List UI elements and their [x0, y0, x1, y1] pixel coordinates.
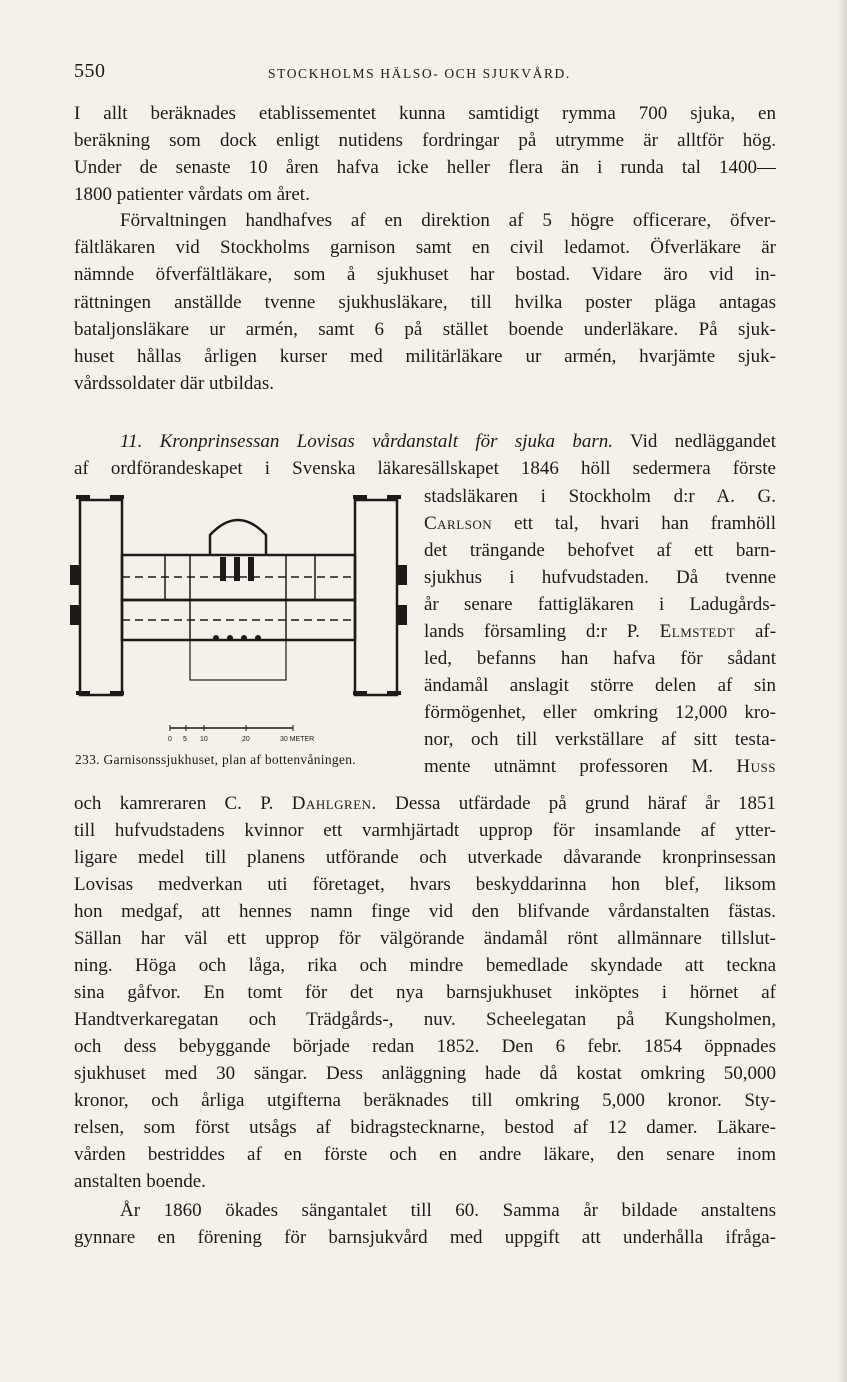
body-line: vården bestriddes af en förste och en andre läkare, den senare inom [74, 1144, 776, 1165]
scale-label: 20 [242, 736, 250, 743]
body-line [74, 791, 776, 817]
scale-label: 5 [183, 736, 187, 743]
body-line: ning. Höga och låga, rika och mindre bemedlade skyndade att teckna [74, 955, 776, 976]
body-line: Under de senaste 10 åren hafva icke heller flera än i runda tal 1400— [74, 157, 776, 178]
body-line: beräkning som dock enligt nutidens fordringar på utrymme är alltför hög. [74, 130, 776, 151]
side-line: ändamål anslagit större delen af sin [424, 675, 776, 696]
side-line: nor, och till verkställare af sitt testa- [424, 729, 776, 750]
scale-bar [168, 722, 318, 744]
side-line-text: af- [754, 621, 776, 642]
central-annex [190, 640, 286, 680]
side-line: år senare fattigläkaren i Ladugårds- [424, 594, 776, 615]
name-elmstedt: Elmstedt [659, 621, 736, 642]
body-line: Handtverkaregatan och Trädgårds-, nuv. Scheelegatan på Kungsholmen, [74, 1009, 776, 1030]
body-line: 1800 patienter vårdats om året. [74, 184, 310, 205]
body-line: I allt beräknades etablissementet kunna samtidigt rymma 700 sjuka, en [74, 103, 776, 124]
body-line: nämnde öfverfältläkare, som å sjukhuset har bostad. Vidare äro vid in- [74, 264, 776, 285]
body-line-text: Dessa utfärdade på grund häraf år 1851 [395, 793, 776, 814]
body-line: till hufvudstadens kvinnor ett varmhjärtadt upprop för insamlande af ytter- [74, 820, 776, 841]
scale-label: 0 [168, 736, 172, 743]
side-line: stadsläkaren i Stockholm d:r A. G. [424, 486, 776, 507]
scale-label: 30 METER [280, 736, 315, 743]
body-line: Lovisas medverkan uti företaget, hvars beskyddarinna hon blef, liksom [74, 874, 776, 895]
figure-caption: 233. Garnisonssjukhuset, plan af bottenvåningen. [75, 752, 356, 767]
name-huss: Huss [736, 756, 776, 777]
body-line: vårdssoldater där utbildas. [74, 373, 274, 394]
right-wing [355, 500, 397, 695]
left-wing [80, 500, 122, 695]
body-line: sina gåfvor. En tomt för det nya barnsjukhuset inköptes i hörnet af [74, 982, 776, 1003]
body-line: bataljonsläkare ur armén, samt 6 på stället boende underläkare. På sjuk- [74, 319, 776, 340]
page-number: 550 [74, 60, 106, 82]
name-carlson: Carlson [424, 513, 493, 534]
section-line-rest: Vid nedläggandet [629, 431, 776, 452]
side-line-text: lands församling d:r P. [424, 621, 640, 642]
body-line: ligare medel till planens utförande och utverkade dåvarande kronprinsessan [74, 847, 776, 868]
name-dahlgren: Dahlgren. [291, 793, 377, 814]
body-line: af ordförandeskapet i Svenska läkaresällskapet 1846 höll sedermera förste [74, 458, 776, 479]
section-number: 11. [120, 431, 143, 452]
side-line [424, 511, 776, 537]
body-line: gynnare en förening för barnsjukvård med uppgift att underhålla ifråga- [74, 1227, 776, 1248]
central-dome [210, 520, 266, 555]
body-line-text: och kamreraren C. P. [74, 793, 274, 814]
body-line: hon medgaf, att hennes namn finge vid den blifvande vårdanstalten fästas. [74, 901, 776, 922]
body-line: Förvaltningen handhafves af en direktion af 5 högre officerare, öfver- [120, 210, 776, 231]
body-line: rättningen anställde tvenne sjukhusläkare, till hvilka poster pläga antagas [74, 292, 776, 313]
body-line: och dess bebyggande började redan 1852. Den 6 febr. 1854 öppnades [74, 1036, 776, 1057]
body-line: kronor, och årliga utgifterna beräknades till omkring 5,000 kronor. Sty- [74, 1090, 776, 1111]
section-heading-line [120, 429, 776, 455]
side-line-text: ett tal, hvari han framhöll [514, 513, 776, 534]
side-line: förmögenhet, eller omkring 12,000 kro- [424, 702, 776, 723]
side-line: det trängande behofvet af ett barn- [424, 540, 776, 561]
side-line: led, befanns han hafva för sådant [424, 648, 776, 669]
side-line: sjukhus i hufvudstaden. Då tvenne [424, 567, 776, 588]
body-line: fältläkaren vid Stockholms garnison samt en civil ledamot. Öfverläkare är [74, 237, 776, 258]
body-line: sjukhuset med 30 sängar. Dess anläggning hade då kostat omkring 50,000 [74, 1063, 776, 1084]
floor-plan-figure [70, 495, 415, 735]
body-line: anstalten boende. [74, 1171, 206, 1192]
page-edge-shadow [837, 0, 847, 1382]
body-line: År 1860 ökades sängantalet till 60. Samma år bildade anstaltens [120, 1200, 776, 1221]
side-line-text: mente utnämnt professoren M. [424, 756, 714, 777]
body-line: Sällan har väl ett upprop för välgörande ändamål rönt allmännare tillslut- [74, 928, 776, 949]
side-line [424, 619, 776, 645]
running-head: STOCKHOLMS HÄLSO- OCH SJUKVÅRD. [268, 66, 571, 81]
scale-label: 10 [200, 736, 208, 743]
side-line [424, 754, 776, 780]
body-line: relsen, som först utsågs af bidragstecknarne, bestod af 12 damer. Läkare- [74, 1117, 776, 1138]
body-line: huset hållas årligen kurser med militärläkare ur armén, hvarjämte sjuk- [74, 346, 776, 367]
section-title: Kronprinsessan Lovisas vårdanstalt för sjuka barn. [159, 431, 613, 452]
